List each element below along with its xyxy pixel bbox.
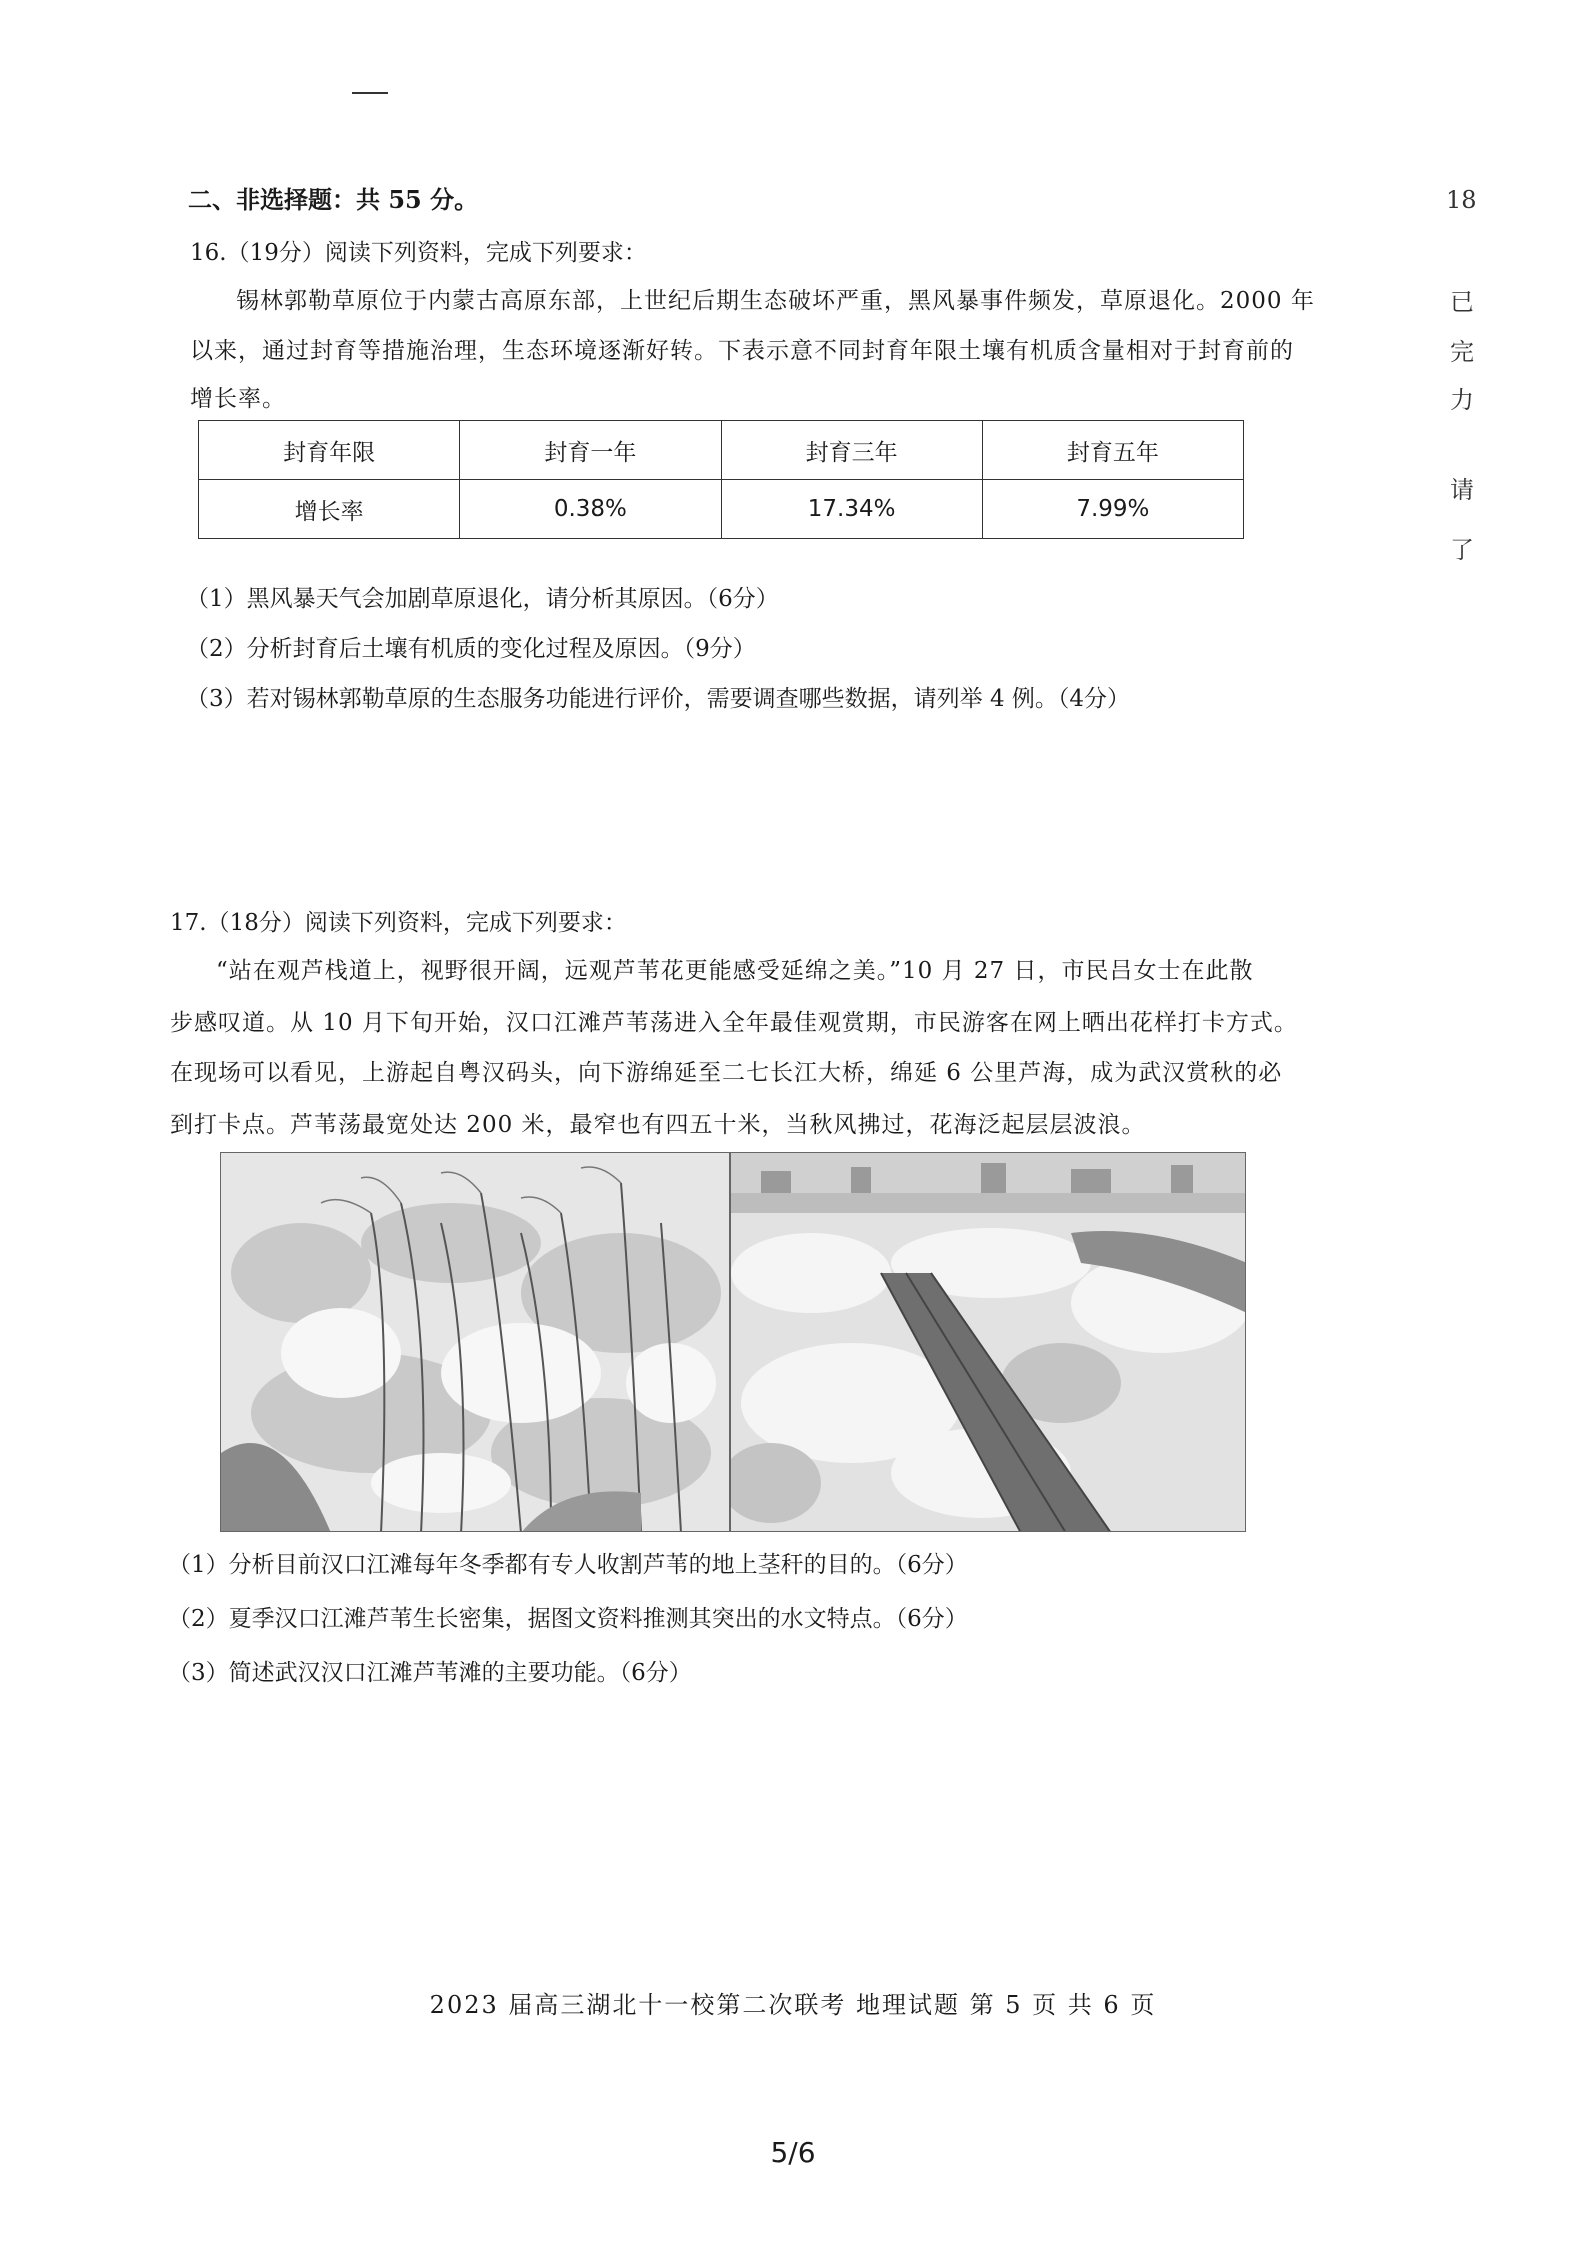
q17-subquestion-1: （1）分析目前汉口江滩每年冬季都有专人收割芦苇的地上茎秆的目的。（6分） <box>168 1552 968 1578</box>
q17-subquestion-3: （3）简述武汉汉口江滩芦苇滩的主要功能。（6分） <box>168 1660 692 1686</box>
table-header-row <box>199 421 1244 480</box>
table-cell: 封育一年 <box>460 421 721 480</box>
boardwalk-photo <box>730 1152 1246 1532</box>
q16-data-table <box>198 420 1244 539</box>
q16-material-line: 增长率。 <box>190 386 286 412</box>
table-cell: 封育三年 <box>721 421 982 480</box>
table-row <box>199 480 1244 539</box>
margin-char: 已 <box>1450 288 1474 316</box>
q16-stem: 16.（19分）阅读下列资料，完成下列要求： <box>190 240 647 266</box>
page-footer: 2023 届高三湖北十一校第二次联考 地理试题 第 5 页 共 6 页 <box>429 1991 1157 2019</box>
table-cell: 0.38% <box>460 480 721 539</box>
margin-char: 18 <box>1446 186 1477 214</box>
q17-material-line: 到打卡点。芦苇荡最宽处达 200 米，最窄也有四五十米，当秋风拂过，花海泛起层层波浪。 <box>170 1112 1146 1138</box>
q17-material-line: “站在观芦栈道上，视野很开阔，远观芦苇花更能感受延绵之美。”10 月 27 日，市民吕女士在此散 <box>216 958 1254 984</box>
margin-char: 完 <box>1450 338 1474 366</box>
margin-char: 了 <box>1450 536 1474 564</box>
q16-material-line: 锡林郭勒草原位于内蒙古高原东部，上世纪后期生态破坏严重，黑风暴事件频发，草原退化。2000 年 <box>236 288 1315 314</box>
q17-material-line: 在现场可以看见，上游起自粤汉码头，向下游绵延至二七长江大桥，绵延 6 公里芦海，成为武汉赏秋的必 <box>170 1060 1283 1086</box>
q16-subquestion-3: （3）若对锡林郭勒草原的生态服务功能进行评价，需要调查哪些数据，请列举 4 例。（4分） <box>186 686 1131 712</box>
page-number: 5/6 <box>770 2136 816 2169</box>
margin-char: 力 <box>1450 386 1474 414</box>
q16-subquestion-2: （2）分析封育后土壤有机质的变化过程及原因。（9分） <box>186 636 756 662</box>
top-dash-mark <box>352 92 388 94</box>
section-title: 二、非选择题：共 55 分。 <box>188 185 479 214</box>
q17-stem: 17.（18分）阅读下列资料，完成下列要求： <box>170 910 627 936</box>
table-cell: 增长率 <box>199 480 460 539</box>
table-cell: 7.99% <box>982 480 1243 539</box>
table-cell: 17.34% <box>721 480 982 539</box>
reed-closeup-photo <box>220 1152 730 1532</box>
table-cell: 封育五年 <box>982 421 1243 480</box>
q16-material-line: 以来，通过封育等措施治理，生态环境逐渐好转。下表示意不同封育年限土壤有机质含量相对于封育前的 <box>190 338 1294 364</box>
q17-material-line: 步感叹道。从 10 月下旬开始，汉口江滩芦苇荡进入全年最佳观赏期，市民游客在网上晒出花样打卡方式。 <box>170 1010 1298 1036</box>
q16-subquestion-1: （1）黑风暴天气会加剧草原退化，请分析其原因。（6分） <box>186 586 779 612</box>
q17-subquestion-2: （2）夏季汉口江滩芦苇生长密集，据图文资料推测其突出的水文特点。（6分） <box>168 1606 968 1632</box>
margin-char: 请 <box>1450 476 1474 504</box>
table-cell: 封育年限 <box>199 421 460 480</box>
